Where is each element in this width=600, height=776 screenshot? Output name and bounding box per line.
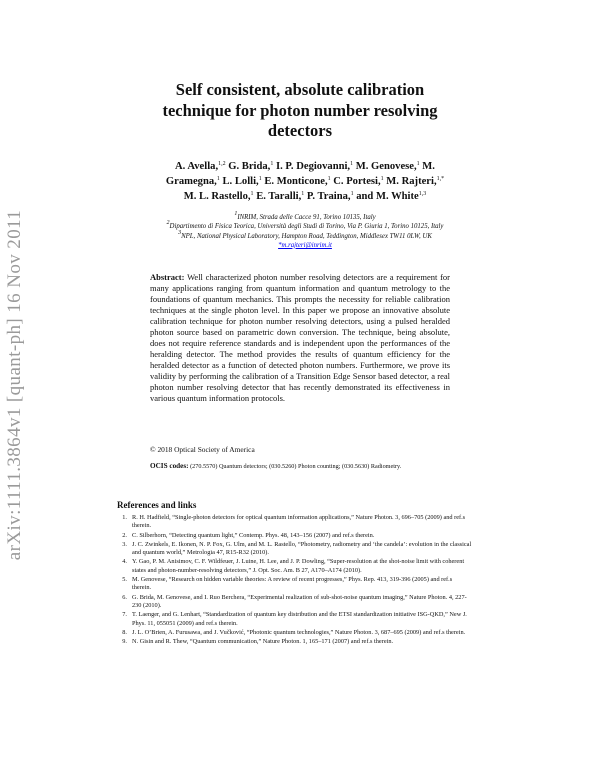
reference-item: 6. G. Brida, M. Genovese, and I. Ruo Berchera, “Experimental realization of sub-shot-noise quantum imaging,” Nature Photon. 4, 227-230 (2010). <box>122 593 467 610</box>
author-name: G. Brida,$^1$ <box>228 161 274 172</box>
abstract <box>150 272 450 404</box>
author-name: C. Portesi,$^1$ <box>333 176 384 187</box>
references-heading: References and links <box>117 500 197 510</box>
author-name: M. Genovese,$^1$ <box>355 161 420 172</box>
author-name: M. L. Rastello,$^1$ <box>183 191 254 202</box>
email-link[interactable]: *m.rajteri@inrim.it <box>278 241 332 249</box>
reference-item: 2. C. Silberhorn, “Detecting quantum light,” Contemp. Phys. 48, 143–156 (2007) and ref.s therein. <box>122 531 375 539</box>
reference-item: 9. N. Gisin and R. Thew, “Quantum communication,” Nature Photon. 1, 165–171 (2007) and ref.s therein. <box>122 638 394 646</box>
affiliations <box>150 213 460 250</box>
author-name: A. Avella,$^{1,2}$ <box>175 161 226 172</box>
ocis-text: (270.5570) Quantum detectors; (030.5260) Photon counting; (030.5630) Radiometry. <box>190 463 402 470</box>
reference-item: 1. R. H. Hadfield, “Single-photon detectors for optical quantum information applications,” Nature Photon. 3, 696–705 (2009) and ref.s therein. <box>122 514 466 530</box>
copyright: © 2018 Optical Society of America <box>150 445 255 454</box>
paper-title: Self consistent, absolute calibration technique for photon number resolving detectors <box>162 80 438 140</box>
abstract-label: Abstract: <box>150 272 185 282</box>
author-name: M. Gramegna,$^1$ <box>165 161 435 187</box>
author-name: E. Monticone,$^1$ <box>264 176 331 187</box>
reference-item: 8. J. L. O’Brien, A. Furusawa, and J. Vučković, “Photonic quantum technologies,” Nature Photon. 3, 687–695 (2009) and ref.s therein. <box>122 628 466 636</box>
arxiv-identifier-sidebar <box>0 185 30 585</box>
reference-item: 7. T. Laenger, and G. Lenhart, “Standardization of quantum key distribution and the ETSI standardization initiative ISG-QKD,” New J. Phys. 11, 055051 (2009) and ref.s therein. <box>122 611 467 627</box>
author-name: and M. White$^{1,3}$ <box>356 191 427 202</box>
author-name: P. Traina,$^1$ <box>306 191 354 202</box>
affiliation-2: $^2$Dipartimento di Fisica Teorica, Università degli Studi di Torino, Via P. Giuria 1, Torino 10125, Italy <box>166 220 444 231</box>
author-list <box>165 159 445 204</box>
reference-item: 4. Y. Gao, P. M. Anisimov, C. F. Wildfeuer, J. Luine, H. Lee, and J. P. Dowling, “Super-resolution at the shot-noise limit with coherent states and photon-number-resolving detectors,” J. Opt. Soc. Am. B 27, A170–A174 (2010). <box>122 558 465 574</box>
author-name: E. Taralli,$^1$ <box>256 191 305 202</box>
affiliation-3: $^3$NPL, National Physical Laboratory, Hampton Road, Teddington, Middlesex TW11 0LW, UK <box>178 229 432 240</box>
reference-item: 5. M. Genovese, “Research on hidden variable theories: A review of recent progresses,” Phys. Rep. 413, 319-396 (2005) and ref.s therein. <box>122 576 453 592</box>
author-name: L. Lolli,$^1$ <box>222 176 262 187</box>
author-name: I. P. Degiovanni,$^1$ <box>276 161 354 172</box>
references-list <box>117 514 472 647</box>
abstract-text: Well characterized photon number resolving detectors are a requirement for many applications ranging from quantum information and quantum metrology to the foundations of quantum mechanics. This prompts the necessity for reliable calibration techniques at the single photon level. In this paper we propose an innovative absolute calibration technique for photon number resolving detectors, using a pulsed heralded photon source based on parametric down conversion. The technique, being absolute, does not require reference standards and is independent upon the performances of the heralding detector. The method provides the results of quantum efficiency for the heralded detector as a function of detected photon numbers. Furthermore, we prove its validity by performing the calibration of a Transition Edge Sensor based detector, a real photon number resolving detector that has recently demonstrated its effectiveness in various quantum information protocols. <box>150 272 450 403</box>
ocis-codes <box>150 462 450 472</box>
affiliation-1: $^1$INRIM, Strada delle Cacce 91, Torino 10135, Italy <box>234 211 376 221</box>
arxiv-id: arXiv:1111.3864v1 [quant-ph] 16 Nov 2011 <box>4 209 25 561</box>
reference-item: 3. J. C. Zwinkels, E. Ikonen, N. P. Fox, G. Ulm, and M. L. Rastello, “Photometry, radiometry and ‘the candela’: evolution in the classical and quantum world,” Metrologia 47, R15-R32 (2010). <box>122 540 472 557</box>
ocis-label: OCIS codes: <box>150 462 189 470</box>
author-name: M. Rajteri,$^{1,*}$ <box>386 176 445 187</box>
corresponding-email[interactable] <box>150 241 460 250</box>
